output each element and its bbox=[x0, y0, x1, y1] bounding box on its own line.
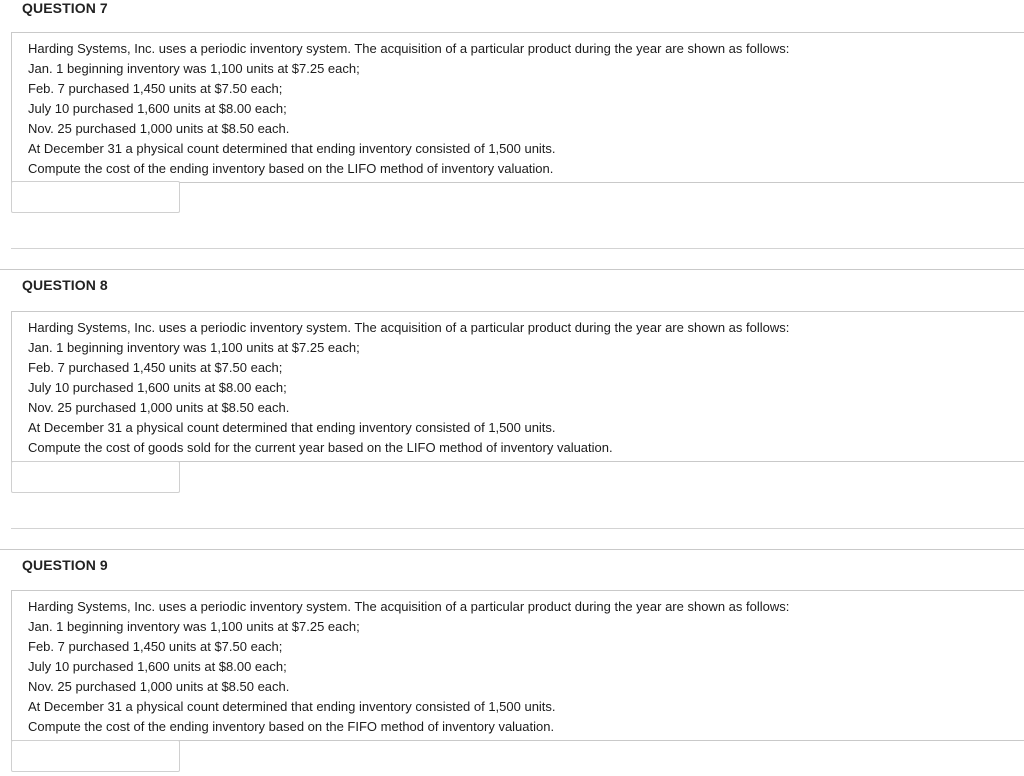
question-header-divider bbox=[0, 269, 1024, 292]
question-line: Feb. 7 purchased 1,450 units at $7.50 each; bbox=[28, 81, 283, 96]
question-line: At December 31 a physical count determined that ending inventory consisted of 1,500 units. bbox=[28, 420, 556, 435]
question-header-divider bbox=[0, 549, 1024, 572]
question-title: QUESTION 9 bbox=[22, 557, 108, 573]
question-text bbox=[28, 597, 789, 737]
question-line: Harding Systems, Inc. uses a periodic inventory system. The acquisition of a particular product during the year are shown as follows: bbox=[28, 320, 790, 335]
question-line: Compute the cost of the ending inventory based on the FIFO method of inventory valuation. bbox=[28, 719, 555, 734]
question-title: QUESTION 7 bbox=[22, 0, 108, 16]
divider bbox=[11, 528, 1024, 529]
question-text bbox=[28, 318, 789, 458]
question-title: QUESTION 8 bbox=[22, 277, 108, 293]
question-line: Nov. 25 purchased 1,000 units at $8.50 each. bbox=[28, 121, 290, 136]
question-line: Jan. 1 beginning inventory was 1,100 units at $7.25 each; bbox=[28, 61, 360, 76]
question-line: At December 31 a physical count determined that ending inventory consisted of 1,500 units. bbox=[28, 699, 556, 714]
question-text-box bbox=[11, 590, 1024, 741]
question-line: At December 31 a physical count determined that ending inventory consisted of 1,500 units. bbox=[28, 141, 556, 156]
question-line: Compute the cost of the ending inventory based on the LIFO method of inventory valuation. bbox=[28, 161, 554, 176]
question-line: Nov. 25 purchased 1,000 units at $8.50 each. bbox=[28, 400, 290, 415]
question-line: Harding Systems, Inc. uses a periodic inventory system. The acquisition of a particular product during the year are shown as follows: bbox=[28, 41, 790, 56]
answer-input[interactable] bbox=[11, 181, 180, 213]
question-line: July 10 purchased 1,600 units at $8.00 each; bbox=[28, 659, 287, 674]
answer-input[interactable] bbox=[11, 740, 180, 772]
answer-input[interactable] bbox=[11, 461, 180, 493]
question-line: Jan. 1 beginning inventory was 1,100 units at $7.25 each; bbox=[28, 619, 360, 634]
question-line: Compute the cost of goods sold for the current year based on the LIFO method of inventory valuation. bbox=[28, 440, 613, 455]
question-line: July 10 purchased 1,600 units at $8.00 each; bbox=[28, 380, 287, 395]
question-line: July 10 purchased 1,600 units at $8.00 each; bbox=[28, 101, 287, 116]
question-text-box bbox=[11, 311, 1024, 462]
question-line: Harding Systems, Inc. uses a periodic inventory system. The acquisition of a particular product during the year are shown as follows: bbox=[28, 599, 790, 614]
question-text-box bbox=[11, 32, 1024, 183]
question-text bbox=[28, 39, 789, 179]
divider bbox=[11, 248, 1024, 249]
question-line: Jan. 1 beginning inventory was 1,100 units at $7.25 each; bbox=[28, 340, 360, 355]
question-line: Feb. 7 purchased 1,450 units at $7.50 each; bbox=[28, 360, 283, 375]
question-line: Feb. 7 purchased 1,450 units at $7.50 each; bbox=[28, 639, 283, 654]
question-line: Nov. 25 purchased 1,000 units at $8.50 each. bbox=[28, 679, 290, 694]
